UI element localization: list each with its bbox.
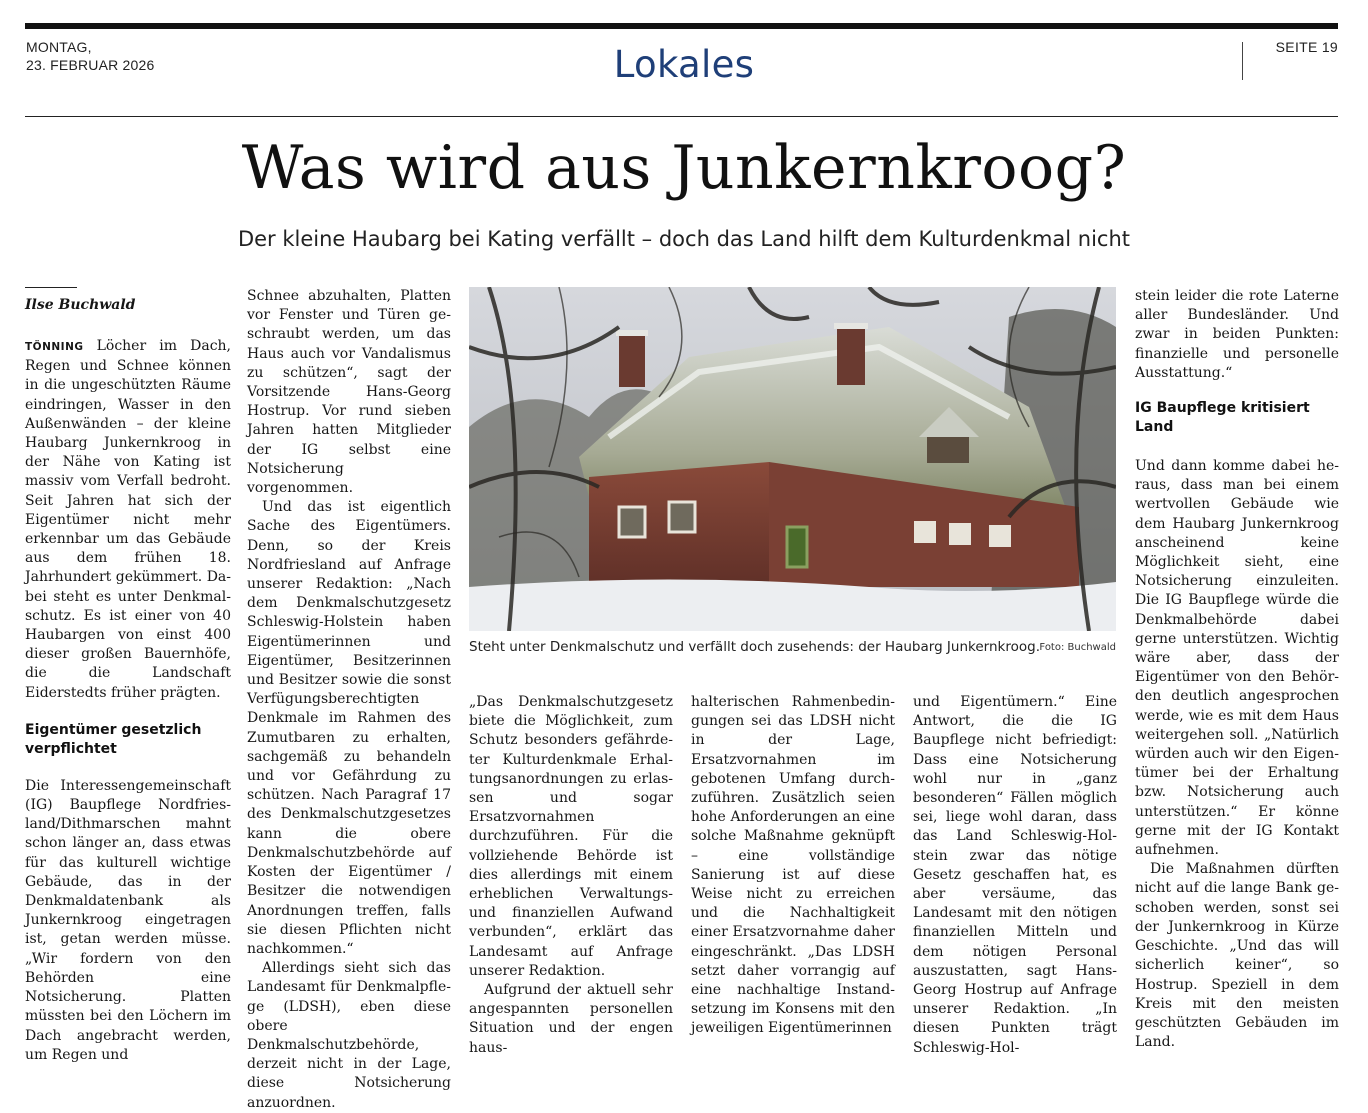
paragraph-8: halterischen Rahmenbedingungen sei das LDSH nicht in der Lage, Ersatzvornahmen im gebotenen Umfang durchzuführen. Zusätzlich seien hohe Anforderungen an eine solche Maßnahme geknüpft – eine vollständige Sanierung ist auf diese Weise nicht zu erreichen und die Nachhaltigkeit einer Ersatzvornahme daher eingeschränkt. „Das LDSH setzt daher vorrangig auf eine nachhaltige Instandsetzung im Konsens mit den jeweiligen Eigentümerinnen <box>691 694 895 1037</box>
photo-caption-text: Steht unter Denkmalschutz und verfällt doch zusehends: der Haubarg Junkernkroog. <box>469 639 1040 655</box>
subheading-1: Eigentümer gesetzlich verpflichtet <box>25 721 202 757</box>
column-5 <box>913 693 1117 1058</box>
column-4 <box>691 693 895 1039</box>
haubarg-photo-illustration <box>469 287 1116 631</box>
paragraph-6: „Das Denkmalschutzgesetz biete die Möglichkeit, zum Schutz besonders gefährdeter Kulturdenkmale Erhaltungsanordnungen zu erlassen und sogar Ersatzvornahmen durchzuführen. Für die vollziehende Behörde ist dies allerdings mit einem erheblichen Verwaltungs- und finanziellen Aufwand verbunden“, erklärt das Landesamt auf Anfrage unserer Redaktion. <box>469 694 673 979</box>
column-2 <box>247 287 451 1113</box>
paragraph-4: Und das ist eigentlich Sache des Eigentümers. Denn, so der Kreis Nordfriesland auf Anfrage unserer Redaktion: „Nach dem Denkmalschutzgesetz Schleswig-Holstein haben Eigentümerinnen und Eigentümer, Besitzerinnen und Besitzer sowie die sonst Verfügungsberechtigten Denkmale im Rahmen des Zumutbaren zu erhalten, sachgemäß zu behandeln und vor Gefährdung zu schützen. Nach Paragraf 17 des Denkmalschutzgesetzes kann die obere Denkmalschutzbehörde auf Kosten der Eigentümer / Besitzer die notwendigen Anordnungen treffen, falls sie diesen Pflichten nicht nachkommen.“ <box>247 499 451 957</box>
author-byline: Ilse Buchwald <box>25 297 136 313</box>
photo-caption <box>469 637 1116 657</box>
top-rule <box>25 23 1338 29</box>
paragraph-12: Die Maßnahmen dürften nicht auf die lange Bank geschoben werden, sonst sei der Junkernkroog in Kürze Geschichte. „Und das will sicherlich keiner“, so Hostrup. Speziell in dem Kreis mit den meisten geschützten Gebäuden im Land. <box>1135 861 1339 1051</box>
article-photo <box>469 287 1116 631</box>
paragraph-11: Und dann komme dabei heraus, dass man bei einem wertvollen Gebäude wie dem Haubarg Junkernkroog anscheinend keine Möglichkeit sieht, eine Notsicherung einzuleiten. Die IG Baupflege würde die Denkmalbehörde dabei gerne unterstützen. Wichtig wäre aber, dass der Eigentümer von den Behörden deutlich angesprochen werde, wie es mit dem Haus weitergehen soll. „Natürlich würden auch wir den Eigentümer bei der Erhaltung bzw. Notsicherung auch unterstützen.“ Er könne gerne mit der IG Kontakt aufnehmen. <box>1135 458 1339 859</box>
paragraph-9: und Eigentümern.“ Eine Antwort, die die IG Baupflege nicht befriedigt: Dass eine Notsicherung wohl nur in „ganz besonderen“ Fällen möglich sei, liege wohl daran, dass das Land Schleswig-Holstein zwar das nötige Gesetz geschaffen hat, es aber versäume, das Landesamt mit den nötigen finanziellen Mitteln und dem nötigen Personal auszustatten, sagt Hans-Georg Hostrup auf Anfrage unserer Redaktion. „In diesen Punkten trägt Schleswig-Hol- <box>913 694 1117 1056</box>
issue-day: MONTAG, <box>26 39 92 55</box>
paragraph-1-text: Löcher im Dach, Regen und Schnee können in die ungeschützten Räume eindringen, Wasser in den Außenwänden – der kleine Haubarg Junkernkroog in der Nähe von Kating ist massiv vom Verfall bedroht. Seit Jahren hat sich der Eigentümer nicht mehr erkennbar um das Gebäude aus dem frühen 18. Jahrhundert gekümmert. Dabei steht es unter Denkmalschutz. Es ist einer von 40 Haubargen von einst 400 dieser großen Bauernhöfe, die die Landschaft Eiderstedts früher prägten. <box>25 338 231 701</box>
dateline: TÖNNING <box>25 341 84 353</box>
column-1 <box>25 287 231 1065</box>
column-3 <box>469 693 673 1058</box>
page-number: SEITE 19 <box>1275 39 1338 55</box>
paragraph-1 <box>25 337 231 703</box>
subtitle: Der kleine Haubarg bei Kating verfällt – doch das Land hilft dem Kulturdenkmal nicht <box>237 227 1131 251</box>
photo-credit: Foto: Buchwald <box>1039 642 1116 653</box>
headline: Was wird aus Junkernkroog? <box>241 133 1127 203</box>
column-6 <box>1135 287 1339 1052</box>
section-title: Lokales <box>613 43 755 86</box>
issue-full-date: 23. FEBRUAR 2026 <box>26 57 155 73</box>
paragraph-5: Allerdings sieht sich das Landesamt für Denkmalpflege (LDSH), eben diese obere Denkmalschutzbehörde, derzeit nicht in der Lage, diese Notsicherung anzuordnen. <box>247 960 451 1111</box>
header-rule <box>25 116 1338 117</box>
paragraph-3: Schnee abzuhalten, Platten vor Fenster und Türen geschraubt werden, um das Haus auch vor Vandalismus zu schützen“, sagt der Vorsitzende Hans-Georg Hostrup. Vor rund sieben Jahren hatten Mitglieder der IG selbst eine Notsicherung vorgenommen. <box>247 288 451 497</box>
subheading-2: IG Baupflege kritisiert Land <box>1135 400 1310 436</box>
paragraph-2: Die Interessengemeinschaft (IG) Baupflege Nordfriesland/Dithmarschen mahnt schon länger an, dass etwas für das kulturell wichtige Gebäude, das in der Denkmaldatenbank als Junkernkroog eingetragen ist, getan werden müsse. „Wir fordern von den Behörden eine Notsicherung. Platten müssten bei den Löchern im Dach angebracht werden, um Regen und <box>25 777 231 1063</box>
paragraph-7: Aufgrund der aktuell sehr angespannten personellen Situation und der engen haus- <box>469 982 673 1056</box>
author-rule <box>25 287 77 288</box>
paragraph-10: stein leider die rote Laterne aller Bundesländer. Und zwar in beiden Punkten: finanzielle und personelle Ausstattung.“ <box>1135 288 1339 381</box>
header-divider <box>1242 42 1243 80</box>
